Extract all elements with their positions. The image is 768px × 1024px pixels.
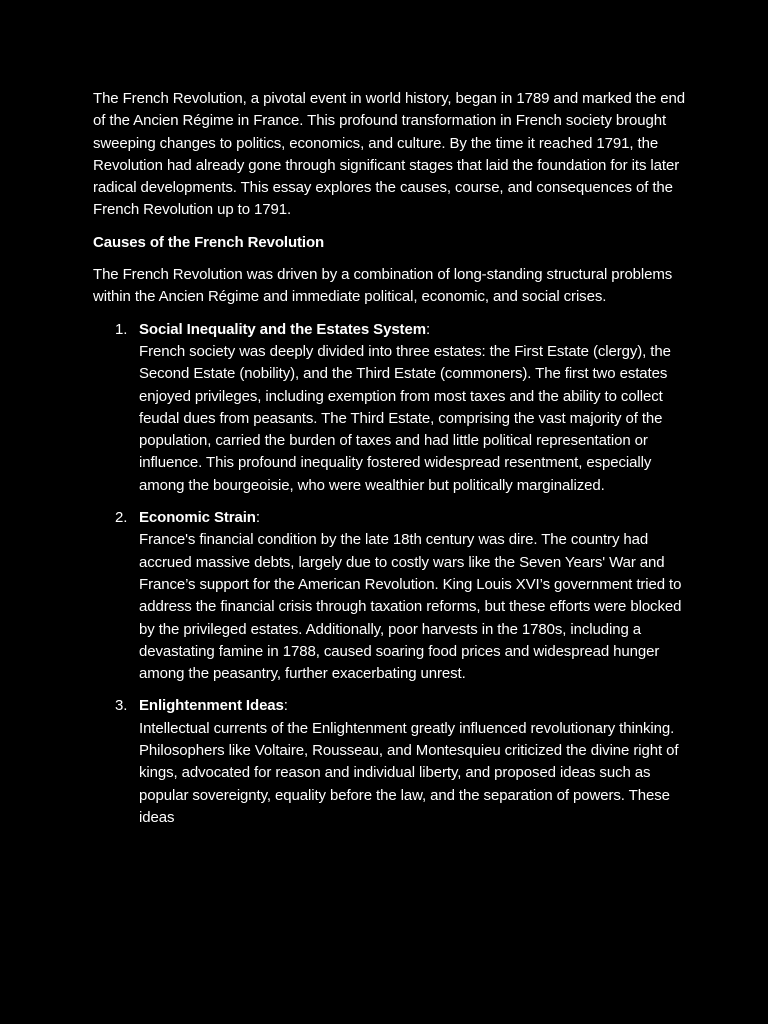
list-item-number: 1. [115,320,128,338]
list-item-colon: : [255,509,260,527]
section-heading: Causes of the French Revolution [93,233,325,251]
document-page [93,88,693,839]
intro-paragraph: The French Revolution, a pivotal event in world history, began in 1789 and marked the end of the Ancien Régime in France. This profound transformation in French society brought sweeping changes to politics, economics, and culture. By the time it reached 1791, the Revolution had already gone through significant stages that laid the foundation for its later radical developments. This essay explores the causes, course, and consequences of the French Revolution up to 1791. [93,90,686,219]
list-item-number: 3. [115,697,128,715]
list-item-number: 2. [115,509,128,527]
causes-list [93,319,693,830]
section-lead-paragraph: The French Revolution was driven by a combination of long-standing structural problems within the Ancien Régime and immediate political, economic, and social crises. [93,266,673,306]
list-item [93,319,693,497]
list-item-colon: : [425,320,431,338]
list-item-title: Enlightenment Ideas [139,697,284,715]
list-item-body: French society was deeply divided into three estates: the First Estate (clergy), the Second Estate (nobility), and the Third Estate (commoners). The first two estates enjoyed privileges, including exemption from most taxes and the ability to collect feudal dues from peasants. The Third Estate, comprising the vast majority of the population, carried the burden of taxes and had little political representation or influence. This profound inequality fostered widespread resentment, especially among the bourgeoisie, who were wealthier but politically marginalized. [139,342,671,494]
list-item [93,695,693,829]
list-item-body: Intellectual currents of the Enlightenment greatly influenced revolutionary thinking. Philosophers like Voltaire, Rousseau, and Montesquieu criticized the divine right of kings, advocated for reason and individual liberty, and proposed ideas such as popular sovereignty, equality before the law, and the separation of powers. These ideas [139,719,679,826]
list-item-colon: : [283,697,288,715]
list-item [93,507,693,685]
list-item-title: Social Inequality and the Estates System [139,320,426,338]
list-item-title: Economic Strain [139,509,256,527]
list-item-body: France's financial condition by the late 18th century was dire. The country had accrued massive debts, largely due to costly wars like the Seven Years' War and France’s support for the American Revolution. King Louis XVI’s government tried to address the financial crisis through taxation reforms, but these efforts were blocked by the privileged estates. Additionally, poor harvests in the 1780s, including a devastating famine in 1788, caused soaring food prices and widespread hunger among the peasantry, further exacerbating unrest. [139,531,682,683]
